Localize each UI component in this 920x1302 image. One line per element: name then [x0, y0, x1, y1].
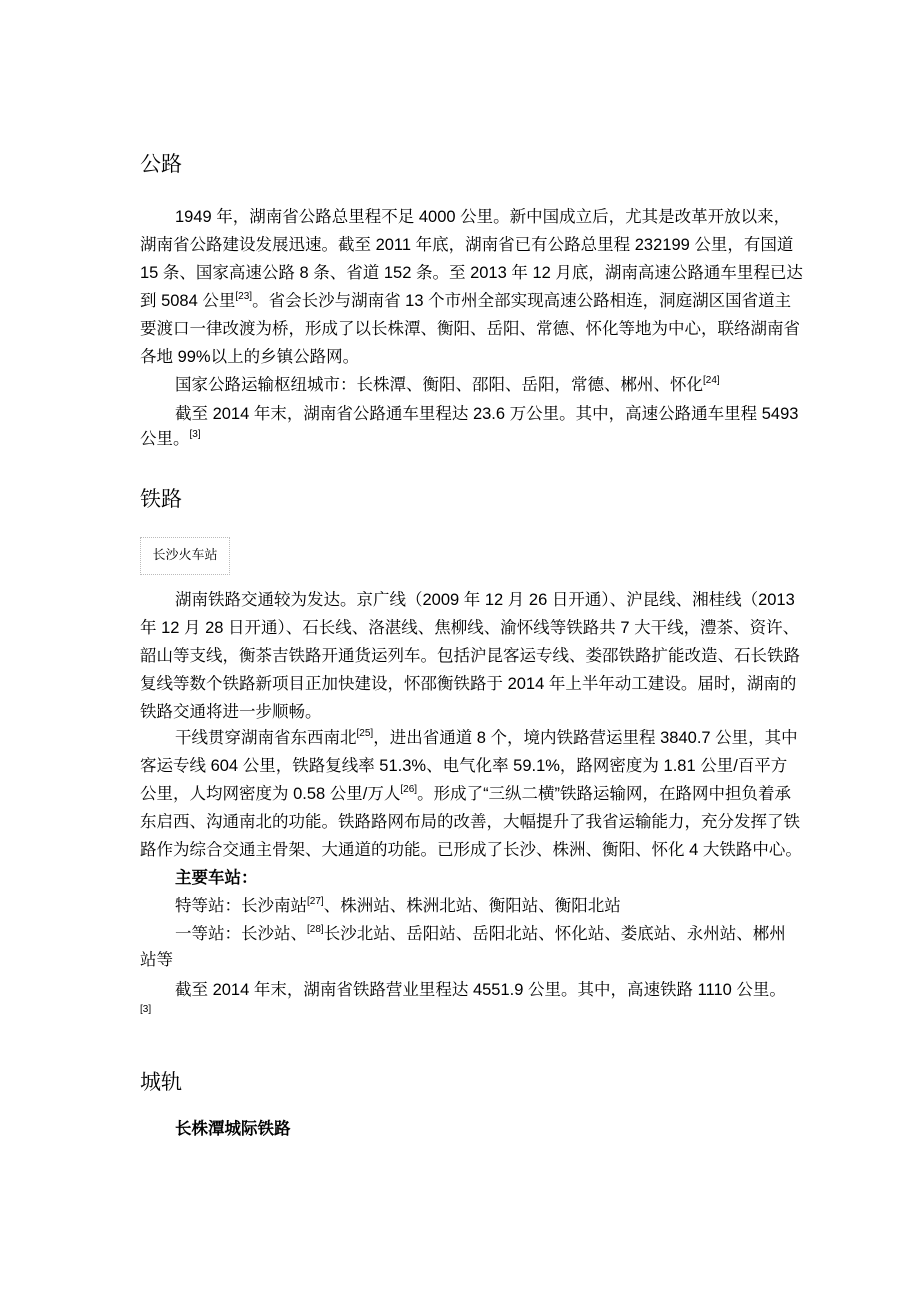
text-line: [175, 864, 258, 892]
text-run: 湖南省公路建设发展迅速。截至 2011 年底，湖南省已有公路总里程 232199 公里，有国道: [140, 236, 794, 254]
text-line: [140, 231, 793, 259]
text-line: [140, 780, 791, 808]
text-line: [140, 836, 802, 864]
text-line: [175, 920, 786, 948]
text-run: 湖南铁路交通较为发达。京广线（2009 年 12 月 26 日开通）、沪昆线、湘桂线（2013: [175, 591, 795, 609]
citation-ref[interactable]: [3]: [189, 429, 201, 440]
text-run: 截至 2014 年末，湖南省公路通车里程达 23.6 万公里。其中，高速公路通车里程 5493: [175, 405, 799, 423]
text-run: 复线等数个铁路新项目正加快建设，怀邵衡铁路于 2014 年上半年动工建设。届时，湖南的: [140, 675, 797, 693]
text-line: [175, 371, 720, 399]
text-line: [140, 259, 803, 287]
text-run: 、株洲站、株洲北站、衡阳站、衡阳北站: [323, 897, 621, 915]
text-line: [140, 1000, 151, 1028]
text-line: [175, 724, 798, 752]
text-line: [140, 698, 322, 726]
text-line: [140, 670, 796, 698]
text-run: 特等站：长沙南站: [175, 897, 307, 915]
text-line: [140, 642, 800, 670]
text-line: [140, 946, 173, 974]
text-line: [140, 808, 800, 836]
text-line: [140, 425, 201, 453]
text-run: 1949 年，湖南省公路总里程不足 4000 公里。新中国成立后，尤其是改革开放以来，: [175, 208, 791, 226]
text-run: 长株潭城际铁路: [175, 1120, 291, 1138]
text-line: [175, 203, 790, 231]
text-run: 一等站：长沙站、: [175, 925, 307, 943]
text-line: [140, 315, 800, 343]
section-heading: 城轨: [140, 1071, 182, 1094]
text-run: 主要车站：: [175, 869, 258, 887]
section-heading: 铁路: [140, 488, 182, 511]
text-line: [175, 400, 798, 428]
text-run: 铁路交通将进一步顺畅。: [140, 703, 322, 721]
text-run: 公里，人均网密度为 0.58 公里/万人: [140, 785, 401, 803]
text-run: 到 5084 公里: [140, 292, 236, 310]
text-line: [140, 752, 787, 780]
citation-ref[interactable]: [3]: [140, 1004, 152, 1015]
image-caption: 长沙火车站: [152, 548, 218, 563]
text-line: [140, 343, 359, 371]
citation-ref[interactable]: [26]: [400, 784, 418, 795]
text-run: 公里。: [140, 430, 190, 448]
text-line: [175, 1115, 291, 1143]
citation-ref[interactable]: [23]: [235, 291, 253, 302]
text-run: 各地 99%以上的乡镇公路网。: [140, 348, 360, 366]
text-run: 年 12 月 28 日开通）、石长线、洛湛线、焦柳线、渝怀线等铁路共 7 大干线，澧茶、资许、: [140, 619, 800, 637]
citation-ref[interactable]: [28]: [307, 924, 324, 935]
text-run: 东启西、沟通南北的功能。铁路路网布局的改善，大幅提升了我省运输能力，充分发挥了铁: [140, 813, 800, 831]
text-run: 截至 2014 年末，湖南省铁路营业里程达 4551.9 公里。其中，高速铁路 1110 公里。: [175, 981, 786, 999]
text-line: [175, 586, 795, 614]
text-run: 路作为综合交通主骨架、大通道的功能。已形成了长沙、株洲、衡阳、怀化 4 大铁路中心。: [140, 841, 802, 859]
text-run: 国家公路运输枢纽城市：长株潭、衡阳、邵阳、岳阳，常德、郴州、怀化: [175, 376, 703, 394]
text-run: 站等: [140, 951, 173, 969]
text-run: 长沙北站、岳阳站、岳阳北站、怀化站、娄底站、永州站、郴州: [323, 925, 786, 943]
citation-ref[interactable]: [24]: [703, 375, 720, 386]
image-placeholder: [140, 537, 230, 575]
text-line: [175, 976, 786, 1004]
text-line: [175, 892, 621, 920]
text-run: 干线贯穿湖南省东西南北: [175, 729, 357, 747]
text-run: 要渡口一律改渡为桥，形成了以长株潭、衡阳、岳阳、常德、怀化等地为中心，联络湖南省: [140, 320, 800, 338]
text-line: [140, 287, 791, 315]
citation-ref[interactable]: [25]: [356, 728, 374, 739]
text-line: [140, 614, 799, 642]
text-run: 客运专线 604 公里，铁路复线率 51.3%、电气化率 59.1%，路网密度为 1.81 公里/百平方: [140, 757, 788, 775]
citation-ref[interactable]: [27]: [307, 896, 324, 907]
text-run: 。形成了“三纵二横”铁路运输网，在路网中担负着承: [417, 785, 792, 803]
text-run: 韶山等支线，衡茶吉铁路开通货运列车。包括沪昆客运专线、娄邵铁路扩能改造、石长铁路: [140, 647, 800, 665]
text-run: 。省会长沙与湖南省 13 个市州全部实现高速公路相连，洞庭湖区国省道主: [252, 292, 792, 310]
text-run: 15 条、国家高速公路 8 条、省道 152 条。至 2013 年 12 月底，湖南高速公路通车里程已达: [140, 264, 803, 282]
text-run: ，进出省通道 8 个，境内铁路营运里程 3840.7 公里，其中: [373, 729, 798, 747]
section-heading: 公路: [140, 153, 182, 176]
